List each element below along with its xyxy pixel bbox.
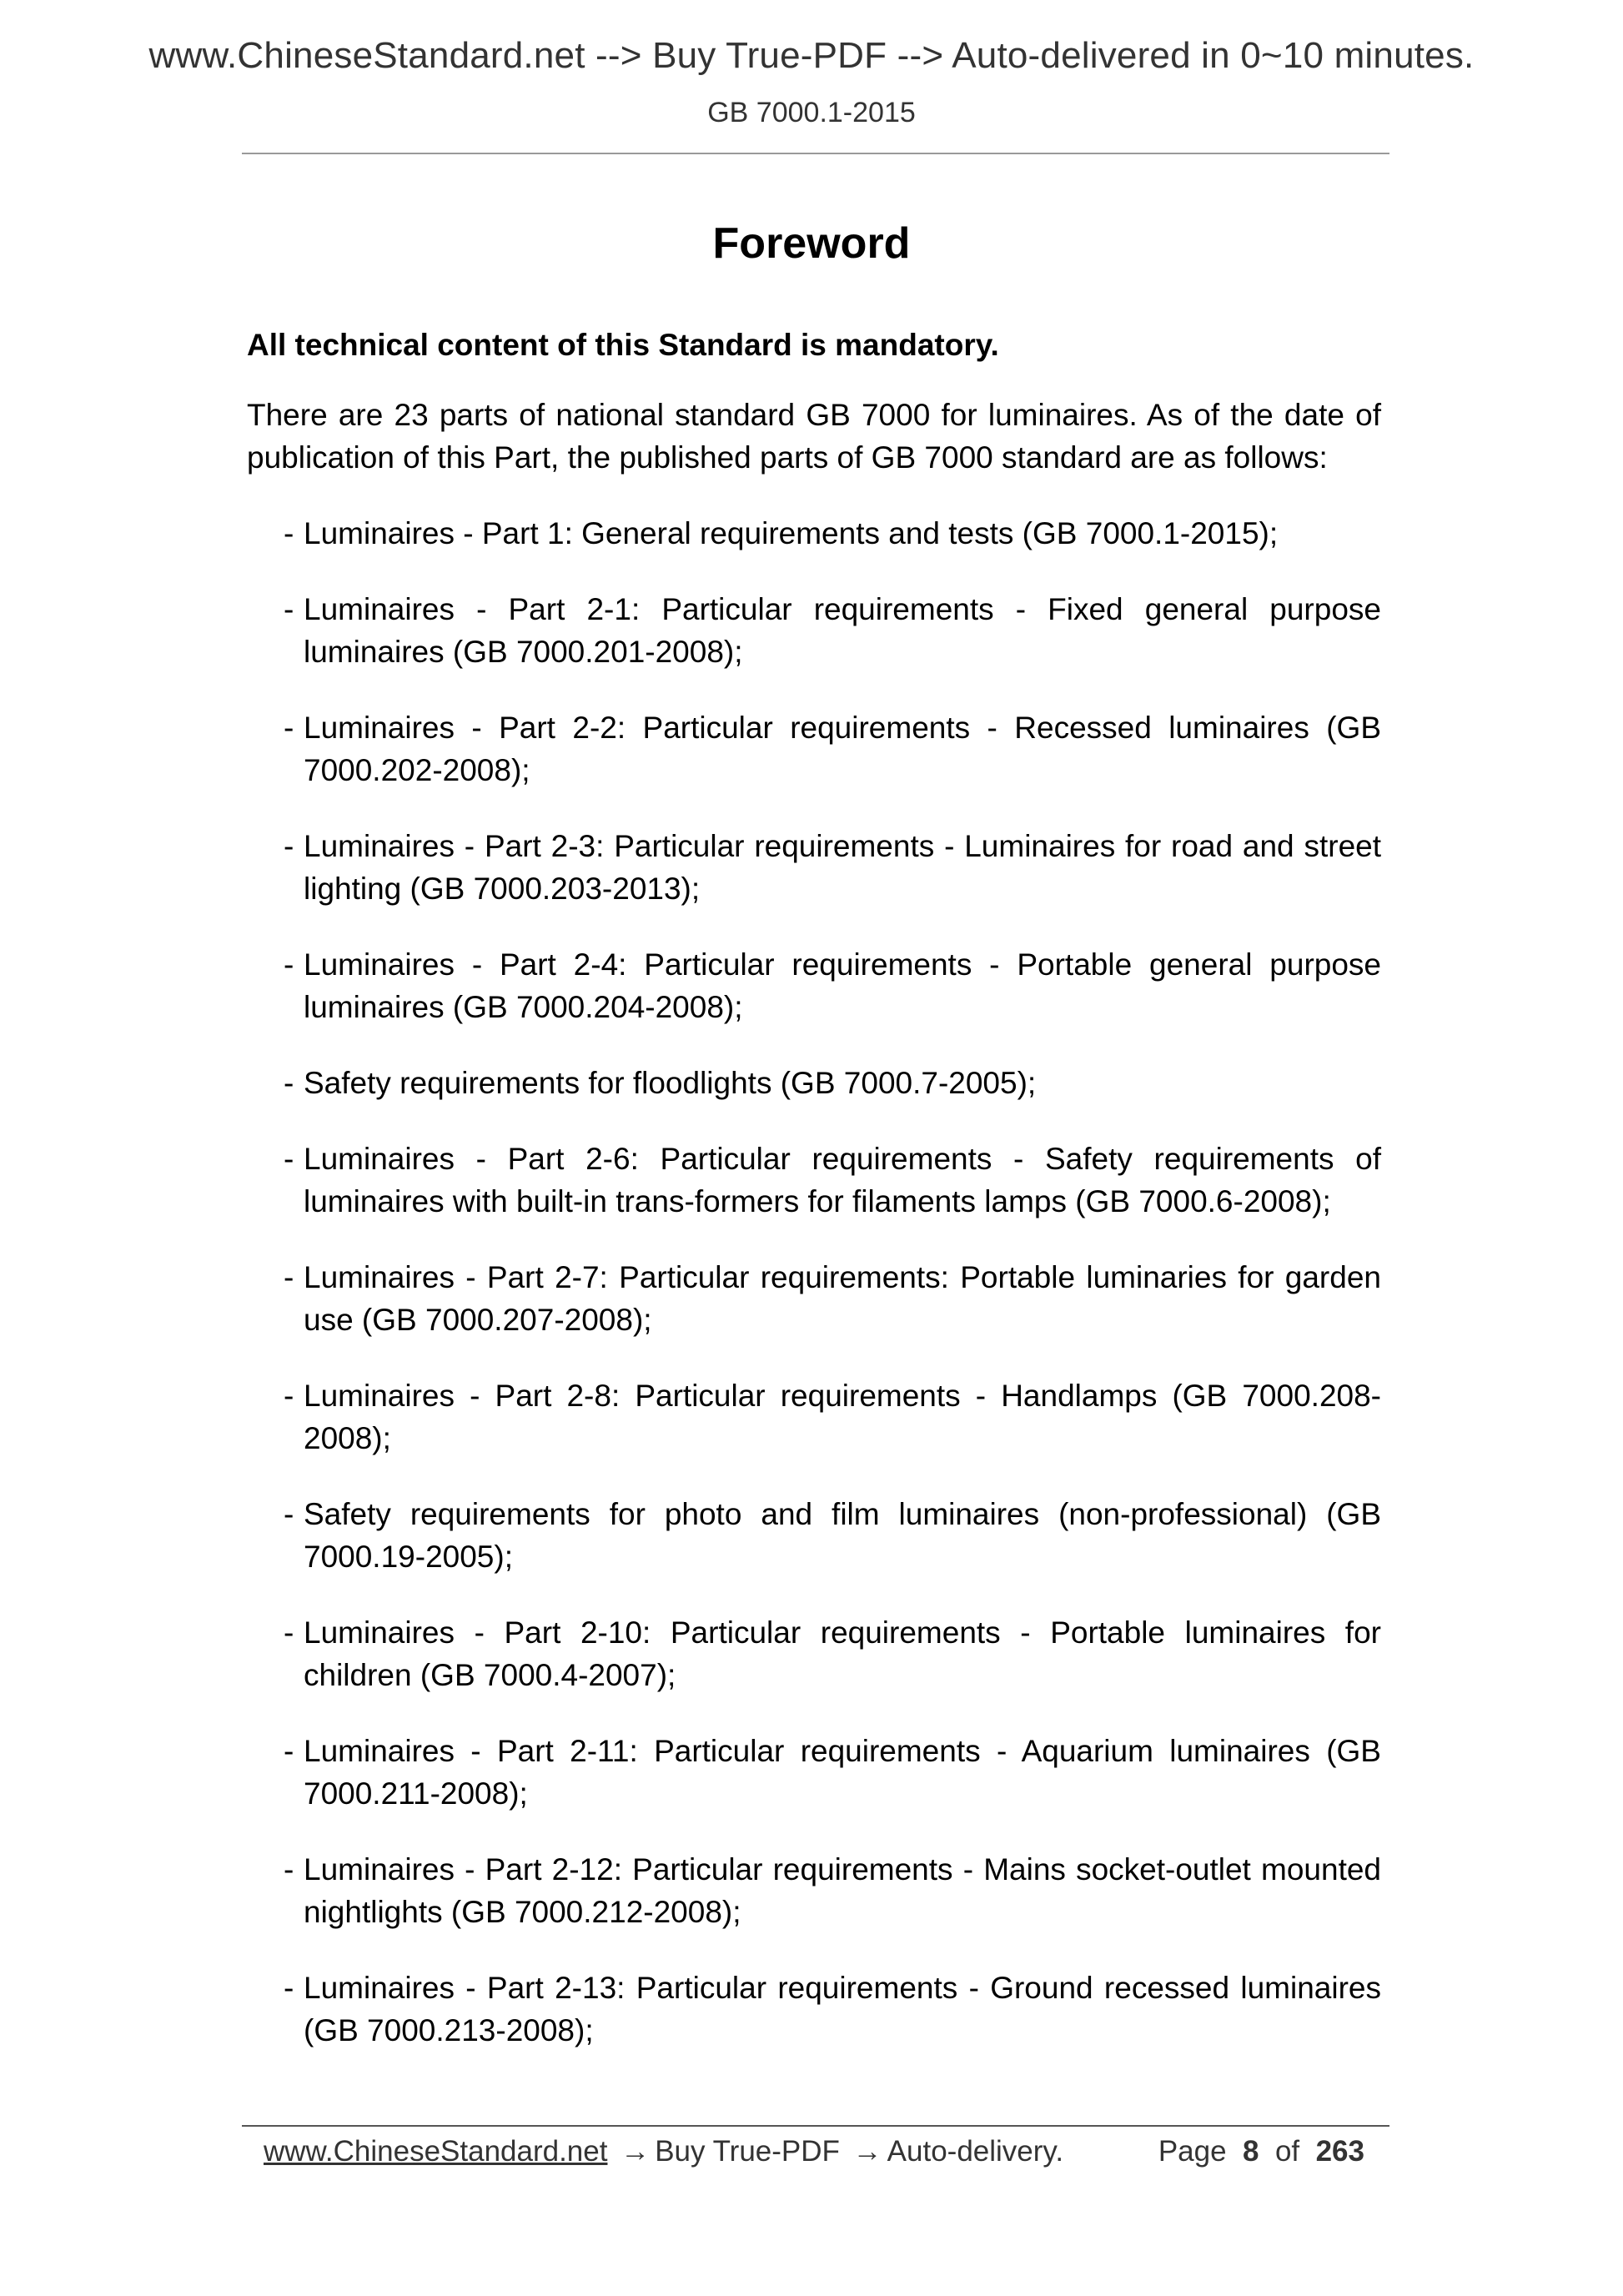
footer-divider xyxy=(242,2125,1389,2127)
list-item-text: Luminaires - Part 2-3: Particular requirements - Luminaires for road and street lighting (GB 7000.203-2013); xyxy=(304,829,1381,906)
list-dash: - xyxy=(284,1971,294,2005)
page-of-label: of xyxy=(1274,2135,1300,2168)
arrow-right-icon: → xyxy=(852,2135,882,2168)
list-item-text: Luminaires - Part 2-12: Particular requirements - Mains socket-outlet mounted nightlights (GB 7000.212-2008); xyxy=(304,1852,1381,1929)
list-item xyxy=(247,943,1381,1028)
list-dash: - xyxy=(284,1379,294,1413)
delivery-text: Auto-delivery. xyxy=(887,2135,1064,2168)
list-item xyxy=(247,1967,1381,2052)
list-item-text: Luminaires - Part 2-2: Particular requirements - Recessed luminaires (GB 7000.202-2008); xyxy=(304,711,1381,787)
list-item-text: Luminaires - Part 2-7: Particular requirements: Portable luminaries for garden use (GB 7000.207-2008); xyxy=(304,1260,1381,1337)
list-item-text: Luminaires - Part 2-4: Particular requirements - Portable general purpose luminaires (GB 7000.204-2008); xyxy=(304,947,1381,1024)
intro-paragraph: There are 23 parts of national standard GB 7000 for luminaires. As of the date of publication of this Part, the published parts of GB 7000 standard are as follows: xyxy=(247,398,1381,475)
list-dash: - xyxy=(284,516,294,550)
list-item-text: Safety requirements for photo and film luminaires (non-professional) (GB 7000.19-2005); xyxy=(304,1497,1381,1574)
page-title: Foreword xyxy=(712,219,911,268)
list-item-text: Luminaires - Part 2-11: Particular requirements - Aquarium luminaires (GB 7000.211-2008); xyxy=(304,1734,1381,1811)
page-total: 263 xyxy=(1315,2135,1364,2168)
list-dash: - xyxy=(284,1615,294,1650)
list-dash: - xyxy=(284,711,294,745)
buy-text: Buy True-PDF xyxy=(655,2135,840,2168)
list-item xyxy=(247,588,1381,673)
list-dash: - xyxy=(284,592,294,626)
page-indicator xyxy=(1158,2135,1364,2168)
arrow-right-icon: → xyxy=(621,2135,651,2168)
mandatory-statement: All technical content of this Standard is mandatory. xyxy=(247,328,999,362)
document-body xyxy=(247,324,1381,2085)
list-item-text: Luminaires - Part 2-8: Particular requirements - Handlamps (GB 7000.208-2008); xyxy=(304,1379,1381,1455)
list-dash: - xyxy=(284,1852,294,1887)
website-link[interactable]: www.ChineseStandard.net xyxy=(264,2135,608,2168)
list-item xyxy=(247,1848,1381,1933)
list-dash: - xyxy=(284,947,294,982)
list-dash: - xyxy=(284,1734,294,1768)
list-item xyxy=(247,825,1381,910)
list-item xyxy=(247,1062,1381,1104)
page-label: Page xyxy=(1158,2135,1227,2168)
list-dash: - xyxy=(284,1497,294,1531)
standard-code: GB 7000.1-2015 xyxy=(707,97,916,128)
list-item xyxy=(247,1493,1381,1578)
list-item xyxy=(247,1138,1381,1223)
list-dash: - xyxy=(284,1142,294,1176)
top-banner: www.ChineseStandard.net --> Buy True-PDF --> Auto-delivered in 0~10 minutes. xyxy=(148,35,1475,76)
list-item xyxy=(247,1611,1381,1696)
page-number: 8 xyxy=(1243,2135,1259,2168)
list-item-text: Luminaires - Part 2-10: Particular requirements - Portable luminaires for children (GB 7000.4-2007); xyxy=(304,1615,1381,1692)
list-item-text: Safety requirements for floodlights (GB 7000.7-2005); xyxy=(304,1066,1037,1100)
list-item xyxy=(247,1730,1381,1815)
list-item-text: Luminaires - Part 2-6: Particular requirements - Safety requirements of luminaires with built-in trans-formers for filaments lamps (GB 7000.6-2008); xyxy=(304,1142,1381,1218)
list-item xyxy=(247,1374,1381,1459)
list-dash: - xyxy=(284,829,294,863)
list-item-text: Luminaires - Part 1: General requirements and tests (GB 7000.1-2015); xyxy=(304,516,1279,550)
list-item xyxy=(247,1256,1381,1341)
list-item xyxy=(247,706,1381,791)
list-item-text: Luminaires - Part 2-13: Particular requirements - Ground recessed luminaires (GB 7000.213-2008); xyxy=(304,1971,1381,2047)
list-item xyxy=(247,512,1381,555)
list-dash: - xyxy=(284,1260,294,1294)
list-dash: - xyxy=(284,1066,294,1100)
published-parts-list xyxy=(247,512,1381,2052)
list-item-text: Luminaires - Part 2-1: Particular requirements - Fixed general purpose luminaires (GB 7000.201-2008); xyxy=(304,592,1381,669)
page-footer xyxy=(264,2135,1364,2168)
header-divider xyxy=(242,153,1389,154)
